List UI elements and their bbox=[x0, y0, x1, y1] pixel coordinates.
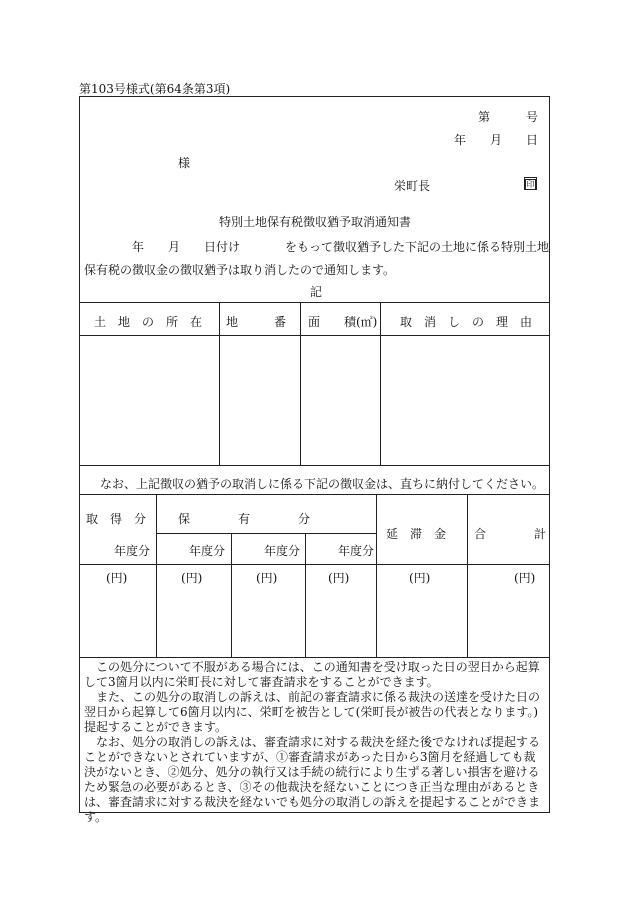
appeal-notice bbox=[84, 660, 546, 825]
payment-col-divider-4 bbox=[376, 494, 377, 657]
number-prefix: 第 bbox=[478, 110, 491, 124]
fiscal-year-label-3: 年度分 bbox=[264, 544, 301, 558]
land-header-lot-number: 地 番 bbox=[226, 315, 287, 329]
payment-holding-divider bbox=[156, 533, 376, 534]
date-month: 月 bbox=[490, 133, 503, 147]
land-header-location: 土 地 の 所 在 bbox=[94, 315, 203, 329]
date-year: 年 bbox=[454, 133, 467, 147]
body-line1: をもって徴収猶予した下記の土地に係る特別土地 bbox=[285, 240, 550, 254]
form-number: 第103号様式(第64条第3項) bbox=[79, 82, 231, 96]
payment-col-divider-1 bbox=[156, 494, 157, 657]
unit-label-2: (円) bbox=[181, 571, 203, 585]
fiscal-year-label-4: 年度分 bbox=[338, 544, 375, 558]
ki-label: 記 bbox=[310, 285, 323, 299]
land-col-divider-3 bbox=[380, 302, 381, 465]
land-header-area: 面 積(㎡) bbox=[308, 315, 378, 329]
notice-paragraph-2: また、この処分の取消しの訴えは、前記の審査請求に係る裁決の送達を受けた日の翌日から起算して6箇月以内に、栄町を被告として(栄町長が被告の代表となります。)提起することができます。 bbox=[84, 690, 541, 734]
unit-label-3: (円) bbox=[256, 571, 278, 585]
form-frame bbox=[79, 96, 550, 824]
unit-label-6: (円) bbox=[514, 571, 536, 585]
notice-paragraph-3: なお、処分の取消しの訴えは、審査請求に対する裁決を経た後でなければ提起することができないとされていますが、①審査請求があった日から3箇月を経過しても裁決がないとき、②処分、処分の執行又は手続の続行により生ずる著しい損害を避けるため緊急の必要があるとき、③その他裁決を経ないことにつき正当な理由があるときは、審査請求に対する裁決を経ないでも処分の取消しの訴えを提起することができます。 bbox=[84, 735, 541, 824]
land-table-bottom bbox=[80, 465, 549, 466]
document-title: 特別土地保有税徴収猶予取消通知書 bbox=[219, 215, 412, 229]
unit-label-5: (円) bbox=[409, 571, 431, 585]
land-col-divider-2 bbox=[300, 302, 301, 465]
body-day: 日付け bbox=[204, 240, 241, 254]
holding-label: 保 有 分 bbox=[178, 512, 311, 526]
payment-table-top bbox=[80, 494, 549, 495]
date-day: 日 bbox=[526, 133, 539, 147]
notice-paragraph-1: この処分について不服がある場合には、この通知書を受け取った日の翌日から起算して3箇月以内に栄町長に対して審査請求をすることができます。 bbox=[84, 660, 540, 689]
payment-table-header-bottom bbox=[80, 564, 549, 565]
land-col-divider-1 bbox=[219, 302, 220, 465]
acquisition-label: 取 得 分 bbox=[86, 512, 147, 526]
payment-col-divider-5 bbox=[467, 494, 468, 657]
addressee-suffix: 様 bbox=[178, 156, 191, 170]
unit-label-4: (円) bbox=[328, 571, 350, 585]
body-line2: 保有税の徴収金の徴収猶予は取り消したので通知します。 bbox=[84, 263, 396, 277]
payment-col-divider-3 bbox=[305, 533, 306, 657]
payment-col-divider-2 bbox=[231, 533, 232, 657]
body-month: 月 bbox=[168, 240, 181, 254]
late-fee-label: 延 滞 金 bbox=[386, 527, 447, 541]
body-year: 年 bbox=[132, 240, 145, 254]
unit-label-1: (円) bbox=[106, 571, 128, 585]
total-label: 合 計 bbox=[474, 527, 547, 541]
issuer-name: 栄町長 bbox=[394, 179, 431, 193]
land-table-top bbox=[80, 302, 549, 303]
seal-stamp: 印 bbox=[524, 177, 537, 190]
number-suffix: 号 bbox=[526, 110, 539, 124]
fiscal-year-label-2: 年度分 bbox=[189, 544, 226, 558]
land-header-reason: 取 消 し の 理 由 bbox=[400, 315, 533, 329]
land-table-header-bottom bbox=[80, 335, 549, 336]
fiscal-year-label-1: 年度分 bbox=[114, 544, 151, 558]
payment-notice: なお、上記徴収の猶予の取消しに係る下記の徴収金は、直ちに納付してください。 bbox=[100, 477, 545, 491]
payment-table-bottom bbox=[80, 657, 549, 658]
